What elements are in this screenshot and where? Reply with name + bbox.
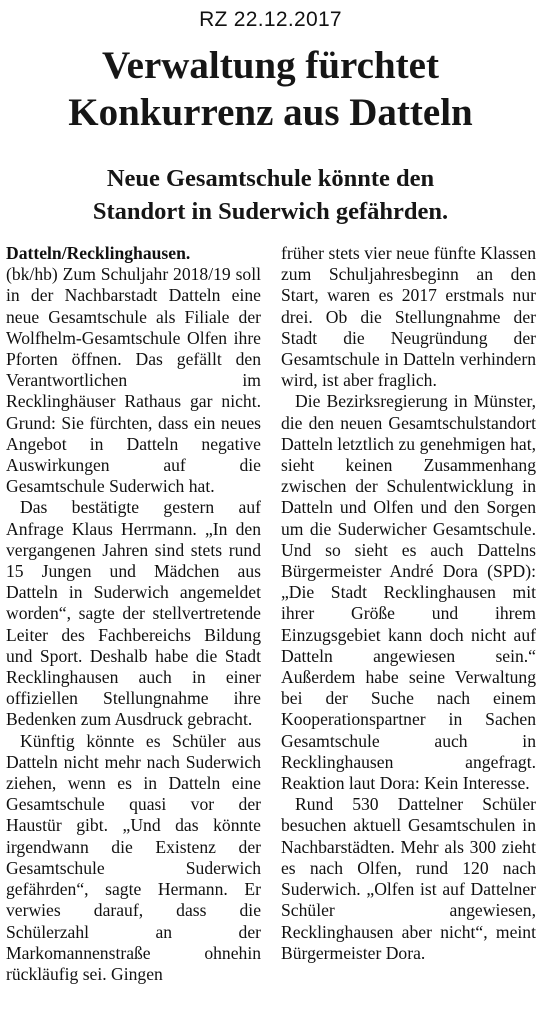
article-column-right xyxy=(281,243,536,964)
paragraph-1: (bk/hb) Zum Schuljahr 2018/19 soll in der Nachbarstadt Datteln eine neue Gesamtschule als Filiale der Wolfhelm-Gesamtschule Olfen ihre Pforten öffnen. Das gefällt den Verantwortlichen im Recklinghäuser Rathaus gar nicht. Grund: Sie fürchten, dass ein neues Angebot in Datteln negative Auswirkungen auf die Gesamtschule Suderwich hat. xyxy=(6,264,261,497)
subheadline-line-1: Neue Gesamtschule könnte den xyxy=(106,165,435,192)
location-label: Datteln/Recklinghausen. xyxy=(6,243,191,263)
article-column-left xyxy=(6,243,261,985)
headline-line-1: Verwaltung fürchtet xyxy=(102,44,439,87)
paragraph-5: Rund 530 Dattelner Schüler besuchen aktuell Gesamtschulen in Nachbarstädten. Mehr als 300 zieht es nach Olfen, rund 120 nach Suderwich. „Olfen ist auf Dattelner Schüler angewiesen, Recklinghausen aber nicht“, meint Bürgermeister Dora. xyxy=(281,794,536,963)
paragraph-4: Die Bezirksregierung in Münster, die den neuen Gesamtschulstandort Datteln letztlich zu genehmigen hat, sieht keinen Zusammenhang zwischen der Schulentwicklung in Datteln und Olfen und den Sorgen um die Suderwicher Gesamtschule. Und so sieht es auch Dattelns Bürgermeister André Dora (SPD): „Die Stadt Recklinghausen mit ihrer Größe und ihrem Einzugsgebiet kann doch nicht auf Datteln angewiesen sein.“ Außerdem habe seine Verwaltung bei der Suche nach einem Kooperationspartner in Sachen Gesamtschule auch in Recklinghausen angefragt. Reaktion laut Dora: Kein Interesse. xyxy=(281,391,536,794)
headline-line-2: Konkurrenz aus Datteln xyxy=(68,91,473,134)
publication-dateline: RZ 22.12.2017 xyxy=(199,8,342,31)
article-location xyxy=(6,243,261,264)
headline xyxy=(0,42,541,136)
subheadline xyxy=(0,162,541,228)
subheadline-line-2: Standort in Suderwich gefährden. xyxy=(92,198,449,225)
paragraph-3: Künftig könnte es Schüler aus Datteln nicht mehr nach Suderwich ziehen, wenn es in Datteln eine Gesamtschule quasi vor der Haustür gibt. „Und das könnte irgendwann die Existenz der Gesamtschule Suderwich gefährden“, sagte Hermann. Er verwies darauf, dass die Schülerzahl an der Markomannenstraße ohnehin rückläufig sei. Gingen xyxy=(6,730,261,984)
paragraph-3-continued: früher stets vier neue fünfte Klassen zum Schuljahresbeginn an den Start, waren es 2017 erstmals nur drei. Ob die Stellungnahme der Stadt die Neugründung der Gesamtschule in Datteln verhindern wird, ist aber fraglich. xyxy=(281,243,536,391)
paragraph-2: Das bestätigte gestern auf Anfrage Klaus Herrmann. „In den vergangenen Jahren sind stets rund 15 Jungen und Mädchen aus Datteln in Suderwich angemeldet worden“, sagte der stellvertretende Leiter des Fachbereichs Bildung und Sport. Deshalb habe die Stadt Recklinghausen auch in einer offiziellen Stellungnahme ihre Bedenken zum Ausdruck gebracht. xyxy=(6,497,261,730)
